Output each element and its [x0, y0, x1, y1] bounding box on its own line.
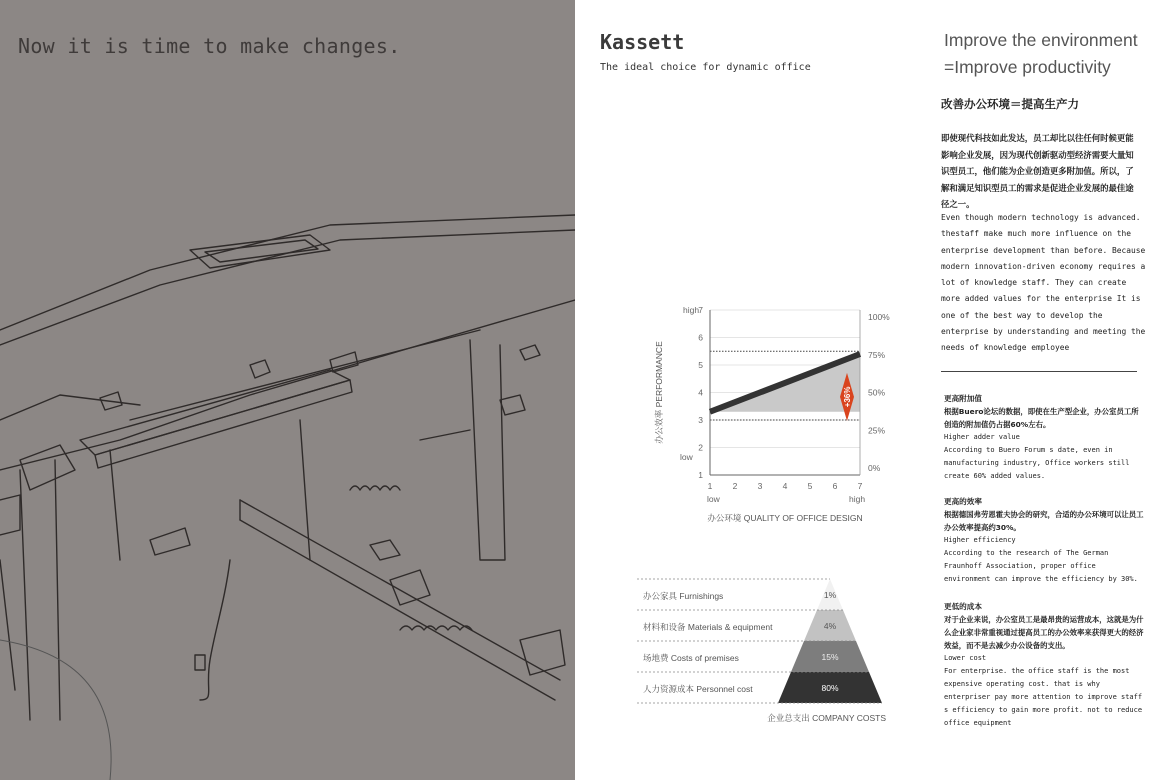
section-zh-body: 对于企业来说，办公室员工是最昂贵的运营成本，这就是为什么企业家非常重视通过提高员工的办公效率来获得更大的经济效益，而不是去减少办公设备的支出。	[944, 615, 1144, 650]
x-high-label: high	[849, 494, 866, 504]
y-tick-label: 1	[698, 470, 703, 480]
divider	[941, 371, 1137, 372]
brand-title: Kassett	[600, 30, 685, 54]
chinese-intro-paragraph: 即使现代科技如此发达，员工却比以往任何时候更能影响企业发展，因为现代创新驱动型经济需要大量知识型员工，他们能为企业创造更多附加值。所以，了解和满足知识型员工的需求是促进企业发展的最佳途径之一。	[941, 133, 1134, 209]
brand-tagline: The ideal choice for dynamic office	[600, 62, 811, 73]
heading-line-2: =Improve productivity	[944, 57, 1111, 77]
section-en-title: Higher efficiency	[944, 536, 1016, 544]
increase-badge-label: +36%	[843, 386, 852, 408]
x-tick-label: 6	[832, 481, 838, 491]
chinese-heading: 改善办公环境＝提高生产力	[941, 97, 1079, 111]
right-axis-label: 100%	[868, 312, 890, 322]
section-zh-title: 更高的效率	[944, 497, 982, 506]
pyramid-category-label: 办公家具 Furnishings	[643, 591, 724, 601]
y-tick-label: 4	[698, 387, 703, 398]
panel-headline: Now it is time to make changes.	[18, 34, 401, 58]
section-zh-title: 更低的成本	[944, 602, 982, 611]
section-en-body: For enterprise. the office staff is the most expensive operating cost. that is why enterpriser pay more attention to improve staff s efficiency to gain more profit. not to reduce office equipment	[944, 667, 1143, 727]
x-tick-label: 7	[857, 481, 863, 491]
section-efficiency	[944, 495, 1144, 586]
right-axis-label: 0%	[868, 463, 881, 473]
x-low-label: low	[707, 494, 720, 504]
section-added-value	[944, 392, 1144, 483]
pyramid-value-label: 4%	[823, 621, 837, 631]
x-tick-label: 5	[807, 481, 813, 491]
x-tick-label: 1	[707, 481, 713, 491]
x-axis-title: 办公环境 QUALITY OF OFFICE DESIGN	[707, 513, 863, 523]
section-zh-body: 根据Buero论坛的数据，即使在生产型企业，办公室员工所创造的附加值仍占据60%左右。	[944, 407, 1139, 429]
right-axis-label: 25%	[868, 425, 886, 436]
section-en-title: Lower cost	[944, 654, 987, 662]
section-zh-title: 更高附加值	[944, 394, 982, 403]
english-intro-paragraph: Even though modern technology is advanced. thestaff make much more influence on the enterprise development than before. Because modern innovation-driven economy requires a lot of knowledge staff. They can create more added values for the enterprise It is one of the best way to develop the enterprise by understanding and meeting the needs of knowledge employee	[941, 213, 1146, 353]
pyramid-value-label: 15%	[821, 652, 839, 662]
section-lower-cost	[944, 600, 1144, 730]
section-en-title: Higher adder value	[944, 433, 1020, 441]
y-tick-label: 3	[698, 415, 703, 425]
cost-pyramid-chart	[635, 570, 895, 730]
y-tick-label: 5	[698, 360, 703, 370]
pyramid-value-label: 1%	[823, 590, 837, 600]
heading-line-1: Improve the environment	[944, 30, 1138, 50]
y-tick-label: 2	[698, 442, 703, 453]
y-tick-label: 6	[698, 332, 703, 343]
y-tick-label: 7	[698, 305, 703, 315]
right-axis-label: 50%	[868, 387, 886, 398]
right-column	[930, 0, 1150, 780]
middle-column	[575, 0, 930, 780]
section-en-body: According to Buero Forum s date, even in manufacturing industry, Office workers still create 60% added values.	[944, 446, 1130, 480]
x-tick-label: 2	[732, 481, 738, 491]
pyramid-category-label: 人力资源成本 Personnel cost	[643, 684, 753, 694]
y-low-label: low	[680, 452, 693, 462]
section-zh-body: 根据德国弗劳恩霍夫协会的研究，合适的办公环境可以让员工办公效率提高约30%。	[944, 510, 1144, 532]
x-tick-label: 4	[782, 481, 788, 491]
performance-chart	[635, 290, 975, 540]
pyramid-value-label: 80%	[821, 683, 839, 693]
section-en-body: According to the research of The German Fraunhoff Association, proper office environment can improve the efficiency by 30%.	[944, 549, 1138, 583]
pyramid-axis-title: 企业总支出 COMPANY COSTS	[767, 713, 886, 723]
y-high-label: high	[683, 305, 700, 315]
y-axis-title: 办公效率 PERFORMANCE	[654, 341, 664, 444]
right-axis-label: 75%	[868, 349, 886, 360]
pyramid-category-label: 场地费 Costs of premises	[643, 653, 739, 663]
x-tick-label: 3	[757, 481, 763, 491]
pyramid-category-label: 材料和设备 Materials & equipment	[643, 622, 773, 632]
